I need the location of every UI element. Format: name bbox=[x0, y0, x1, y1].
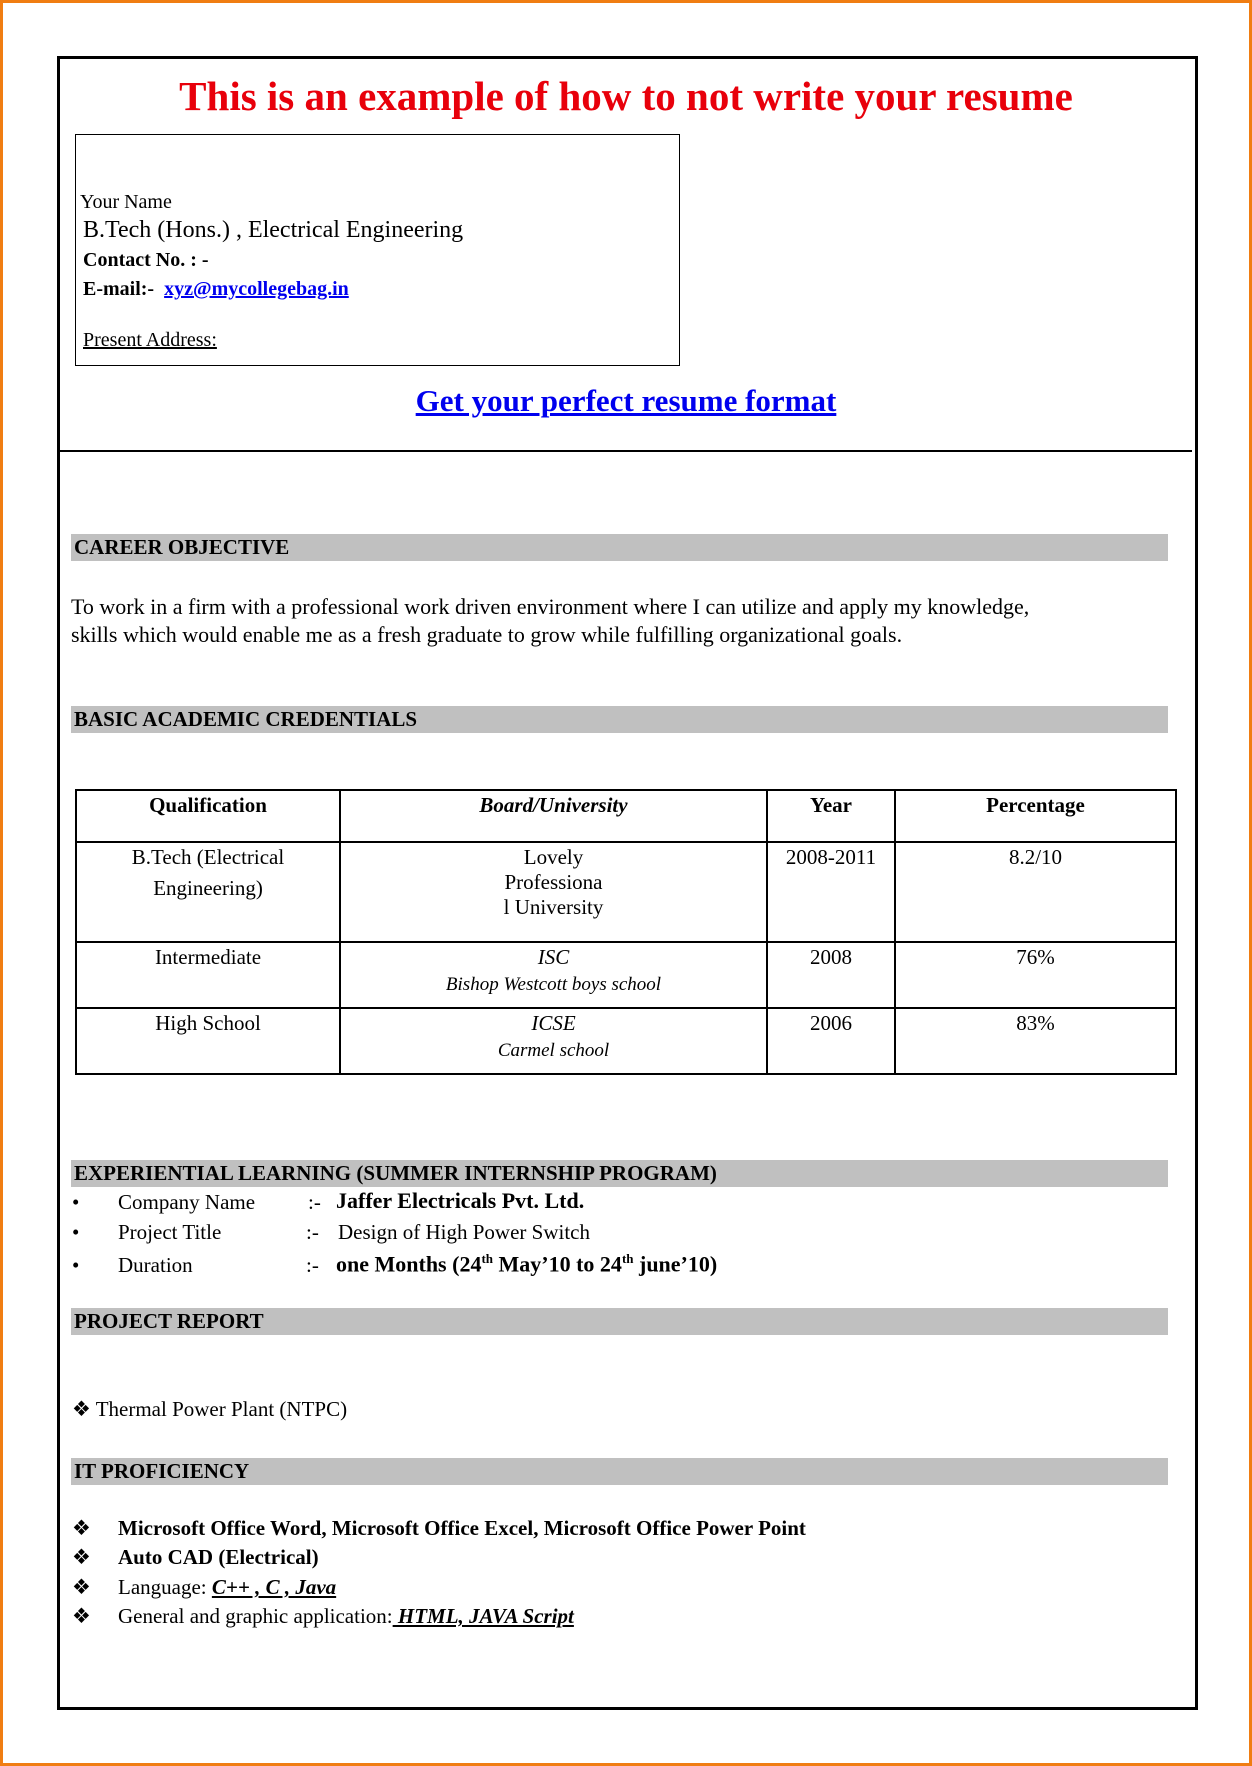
resume-format-link[interactable]: Get your perfect resume format bbox=[415, 383, 837, 418]
separator: :- bbox=[306, 1253, 319, 1277]
separator: :- bbox=[308, 1190, 321, 1214]
bullet-icon: • bbox=[72, 1190, 80, 1214]
objective-line-2: skills which would enable me as a fresh graduate to grow while fulfilling organizational goals. bbox=[71, 622, 903, 647]
it-item: Auto CAD (Electrical) bbox=[118, 1545, 319, 1569]
board-cell: ISC Bishop Westcott boys school bbox=[340, 942, 767, 1008]
board-cell: Lovely Professiona l University bbox=[340, 842, 767, 942]
table-header bbox=[76, 790, 1176, 842]
email-label: E-mail:- bbox=[83, 278, 155, 300]
objective-line-1: To work in a firm with a professional work driven environment where I can utilize and apply my knowledge, bbox=[71, 594, 1030, 619]
address-label: Present Address: bbox=[83, 329, 217, 351]
company-label: Company Name bbox=[118, 1190, 256, 1214]
report-item: ❖ Thermal Power Plant (NTPC) bbox=[72, 1397, 348, 1421]
diamond-icon: ❖ bbox=[72, 1397, 91, 1421]
diamond-icon: ❖ bbox=[72, 1545, 91, 1569]
bullet-icon: • bbox=[72, 1220, 80, 1244]
col-qualification: Qualification bbox=[76, 790, 340, 842]
project-report-heading: PROJECT REPORT bbox=[71, 1308, 1168, 1335]
duration-value: one Months (24th May’10 to 24th june’10) bbox=[336, 1251, 718, 1277]
col-percentage: Percentage bbox=[895, 790, 1176, 842]
it-item: General and graphic application: HTML, JAVA Script bbox=[118, 1604, 574, 1628]
career-heading: CAREER OBJECTIVE bbox=[71, 534, 1168, 561]
company-value: Jaffer Electricals Pvt. Ltd. bbox=[336, 1188, 585, 1213]
it-item: Language: C++ , C , Java bbox=[118, 1575, 337, 1599]
qualification-cell: High School bbox=[76, 1008, 340, 1074]
internship-heading: EXPERIENTIAL LEARNING (SUMMER INTERNSHIP PROGRAM) bbox=[71, 1160, 1168, 1187]
table-row bbox=[76, 942, 1176, 1008]
year-cell: 2008-2011 bbox=[767, 842, 895, 942]
it-item: Microsoft Office Word, Microsoft Office Excel, Microsoft Office Power Point bbox=[118, 1516, 806, 1540]
col-board: Board/University bbox=[340, 790, 767, 842]
board-cell: ICSE Carmel school bbox=[340, 1008, 767, 1074]
diamond-icon: ❖ bbox=[72, 1575, 91, 1599]
academic-table bbox=[75, 789, 1177, 1075]
bullet-icon: • bbox=[72, 1253, 80, 1277]
academic-heading: BASIC ACADEMIC CREDENTIALS bbox=[71, 706, 1168, 733]
table-row bbox=[76, 842, 1176, 942]
name: Your Name bbox=[80, 191, 172, 213]
percentage-cell: 83% bbox=[895, 1008, 1176, 1074]
qualification-cell: B.Tech (Electrical Engineering) bbox=[76, 842, 340, 942]
year-cell: 2006 bbox=[767, 1008, 895, 1074]
diamond-icon: ❖ bbox=[72, 1604, 91, 1628]
degree: B.Tech (Hons.) , Electrical Engineering bbox=[83, 217, 464, 243]
duration-label: Duration bbox=[118, 1253, 193, 1277]
col-year: Year bbox=[767, 790, 895, 842]
email-row bbox=[83, 278, 349, 301]
separator: :- bbox=[306, 1220, 319, 1244]
email-link[interactable]: xyz@mycollegebag.in bbox=[164, 278, 349, 300]
it-heading: IT PROFICIENCY bbox=[71, 1458, 1168, 1485]
divider bbox=[60, 450, 1192, 452]
percentage-cell: 76% bbox=[895, 942, 1176, 1008]
project-label: Project Title bbox=[118, 1220, 222, 1244]
qualification-cell: Intermediate bbox=[76, 942, 340, 1008]
year-cell: 2008 bbox=[767, 942, 895, 1008]
contact-number: Contact No. : - bbox=[83, 249, 209, 271]
percentage-cell: 8.2/10 bbox=[895, 842, 1176, 942]
diamond-icon: ❖ bbox=[72, 1516, 91, 1540]
table-row bbox=[76, 1008, 1176, 1074]
page-title: This is an example of how to not write your resume bbox=[179, 73, 1073, 119]
project-value: Design of High Power Switch bbox=[338, 1220, 590, 1244]
